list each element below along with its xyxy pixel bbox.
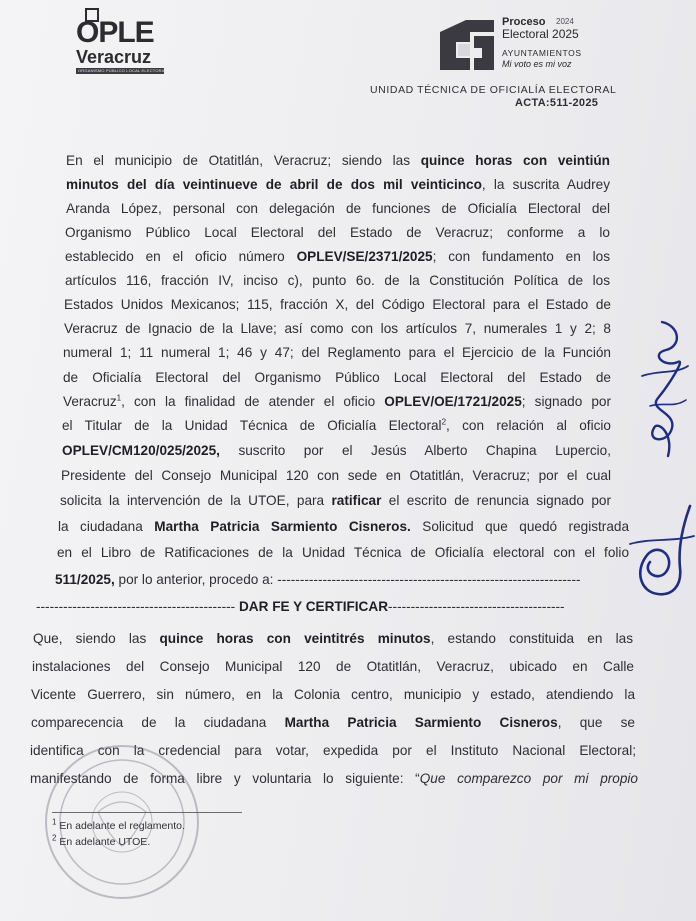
text-line: OPLEV/CM120/025/2025, suscrito por el Jesús Alberto Chapina Lupercio,: [62, 443, 611, 458]
text-line: el Titular de la Unidad Técnica de Oficialía Electoral$^2$, con relación al oficio: [62, 417, 611, 433]
text-line: artículos 116, fracción IV, inciso c), punto 6o. de la Constitución Política de los: [65, 273, 610, 288]
handwritten-signature-icon: [620, 498, 696, 602]
text-line: identifica con la credencial para votar, expedida por el Instituto Nacional Electoral;: [30, 743, 636, 758]
text-line: Que, siendo las quince horas con veintitrés minutos, estando constituida en las: [33, 631, 633, 646]
official-seal-icon: [22, 742, 212, 912]
text-line: la ciudadana Martha Patricia Sarmiento Cisneros. Solicitud que quedó registrada: [58, 519, 630, 534]
proceso-electoral-logo: [436, 16, 586, 78]
proceso-lema: Mi voto es mi voz: [502, 59, 572, 69]
unidad-heading: UNIDAD TÉCNICA DE OFICIALÍA ELECTORAL: [370, 84, 617, 96]
ople-logo-state: Veracruz: [76, 47, 152, 67]
text-line: minutos del día veintinueve de abril de dos mil veinticinco, la suscrita Audrey: [66, 177, 610, 192]
text-line: comparecencia de la ciudadana Martha Patricia Sarmiento Cisneros, que se: [31, 715, 635, 730]
proceso-year-small: 2024: [556, 17, 574, 26]
text-line: 511/2025, por lo anterior, procedo a: -------------------------------------------------------------------: [55, 572, 581, 587]
ople-logo-tagline: ORGANISMO PÚBLICO LOCAL ELECTORAL: [78, 68, 168, 73]
text-line: solicita la intervención de la UTOE, para ratificar el escrito de renuncia signado por: [60, 493, 612, 508]
text-line: En el municipio de Otatitlán, Veracruz; siendo las quince horas con veintiún: [66, 153, 610, 168]
text-line: Veracruz$^1$, con la finalidad de atender el oficio OPLEV/OE/1721/2025; signado por: [63, 393, 611, 409]
text-line: establecido en el oficio número OPLEV/SE/2371/2025; con fundamento en los: [65, 249, 610, 264]
text-line: Veracruz de Ignacio de la Llave; así como con los artículos 7, numerales 1 y 2; 8: [64, 321, 611, 336]
text-line: numeral 1; 11 numeral 1; 46 y 47; del Reglamento para el Ejercicio de la Función: [63, 345, 611, 360]
text-line: de Oficialía Electoral del Organismo Público Local Electoral del Estado de: [63, 370, 611, 385]
proceso-electoral-mark-icon: [436, 18, 498, 72]
text-line: manifestando de forma libre y voluntaria lo siguiente: “Que comparezco por mi propio: [30, 771, 638, 786]
section-heading-dar-fe: -------------------------------------------- DAR FE Y CERTIFICAR---------------------------------------: [36, 599, 565, 614]
text-line: Vicente Guerrero, sin número, en la Colonia centro, municipio y estado, atendiendo la: [31, 687, 635, 702]
margin-signature-icon: [628, 316, 696, 466]
footnote-1: $^1$ En adelante el reglamento.: [52, 817, 185, 832]
proceso-title: Proceso: [502, 16, 546, 28]
text-line: Organismo Público Local Electoral del Estado de Veracruz; conforme a lo: [65, 225, 610, 240]
text-line: Aranda López, personal con delegación de funciones de Oficialía Electoral del: [66, 201, 610, 216]
text-line: Presidente del Consejo Municipal 120 con sede en Otatitlán, Veracruz; por el cual: [61, 468, 611, 483]
text-line: en el Libro de Ratificaciones de la Unidad Técnica de Oficialía electoral con el folio: [57, 545, 629, 560]
text-line: instalaciones del Consejo Municipal 120 de Otatitlán, Veracruz, ubicado en Calle: [32, 659, 634, 674]
proceso-subtitle: Electoral 2025: [502, 27, 579, 41]
text-line: Estados Unidos Mexicanos; 115, fracción X, del Código Electoral para el Estado de: [64, 297, 611, 312]
footnote-2: $^2$ En adelante UTOE.: [52, 833, 151, 848]
acta-number: ACTA:511-2025: [515, 97, 599, 109]
proceso-ayuntamientos: AYUNTAMIENTOS: [502, 48, 582, 58]
ople-logo-word: OPLE: [76, 16, 154, 49]
